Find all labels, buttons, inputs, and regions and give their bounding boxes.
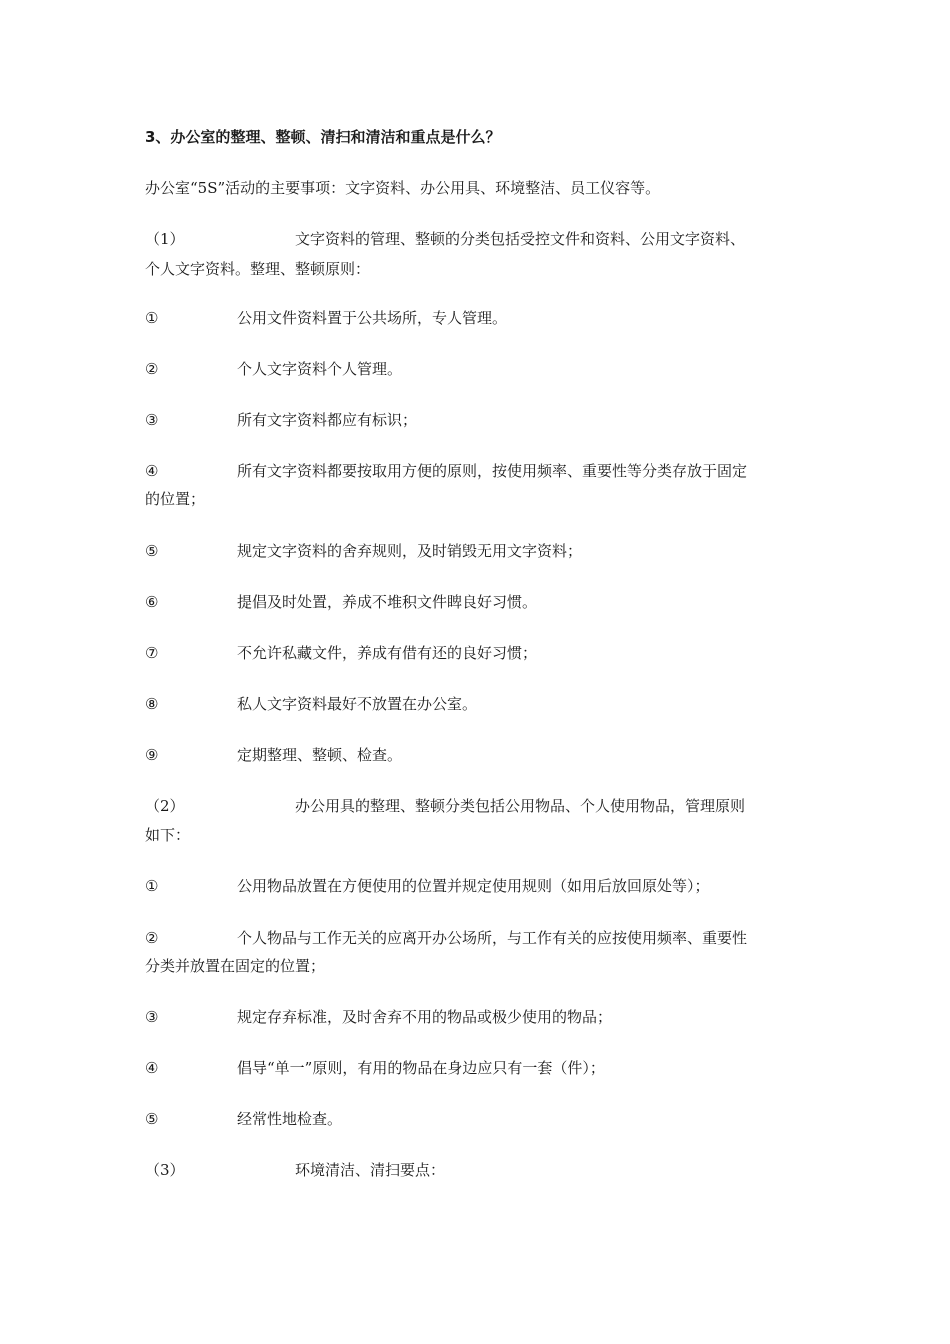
section2-text-line2: 如下： [145,826,191,844]
list-item [145,541,825,561]
item-number: ⑤ [145,1110,159,1128]
section1-heading [145,229,825,249]
list-item [145,928,825,948]
list-item [145,1007,825,1027]
item-text: 提倡及时处置，养成不堆积文件睥良好习惯。 [237,593,538,611]
section3-index: （3） [145,1161,185,1179]
item-number: ⑥ [145,593,159,611]
section3-text-line1: 环境清洁、清扫要点： [295,1161,446,1179]
list-item [145,592,825,612]
item-number: ② [145,360,159,378]
list-item [145,876,825,896]
list-item [145,694,825,714]
item-text: 规定文字资料的舍弃规则，及时销毁无用文字资料； [237,542,583,560]
item-number: ④ [145,1059,159,1077]
intro-paragraph: 办公室“5S”活动的主要事项：文字资料、办公用具、环境整洁、员工仪容等。 [145,179,661,197]
section1-index: （1） [145,230,185,248]
item-text: 私人文字资料最好不放置在办公室。 [237,695,478,713]
item-text: 所有文字资料都要按取用方便的原则，按使用频率、重要性等分类存放于固定 [237,462,748,480]
item-text-continuation: 的位置； [145,490,206,508]
item-number: ⑨ [145,746,159,764]
item-text: 个人物品与工作无关的应离开办公场所，与工作有关的应按使用频率、重要性 [237,929,748,947]
list-item [145,1058,825,1078]
item-text: 不允许私藏文件，养成有借有还的良好习惯； [237,644,538,662]
item-text: 经常性地检查。 [237,1110,343,1128]
item-number: ① [145,309,159,327]
list-item [145,1109,825,1129]
item-number: ④ [145,462,159,480]
item-text: 公用文件资料置于公共场所，专人管理。 [237,309,508,327]
section2-index: （2） [145,797,185,815]
list-item [145,745,825,765]
list-item [145,461,825,481]
list-item [145,643,825,663]
item-number: ① [145,877,159,895]
section2-text-line1: 办公用具的整理、整顿分类包括公用物品、个人使用物品，管理原则 [295,797,746,815]
item-text: 定期整理、整顿、检查。 [237,746,403,764]
item-text: 个人文字资料个人管理。 [237,360,403,378]
list-item [145,410,825,430]
item-text: 倡导“单一”原则，有用的物品在身边应只有一套（件）； [237,1059,605,1077]
item-number: ② [145,929,159,947]
item-text: 规定存弃标准，及时舍弃不用的物品或极少使用的物品； [237,1008,613,1026]
item-number: ⑤ [145,542,159,560]
item-number: ③ [145,1008,159,1026]
section2-heading [145,796,825,816]
list-item [145,308,825,328]
section1-text-line1: 文字资料的管理、整顿的分类包括受控文件和资料、公用文字资料、 [295,230,746,248]
item-text-continuation: 分类并放置在固定的位置； [145,957,326,975]
section3-heading [145,1160,825,1180]
item-number: ⑦ [145,644,159,662]
section1-text-line2: 个人文字资料。整理、整顿原则： [145,260,371,278]
list-item [145,359,825,379]
item-number: ⑧ [145,695,159,713]
item-text: 公用物品放置在方便使用的位置并规定使用规则（如用后放回原处等）； [237,877,710,895]
item-text: 所有文字资料都应有标识； [237,411,418,429]
item-number: ③ [145,411,159,429]
document-title: 3、办公室的整理、整顿、清扫和清洁和重点是什么？ [145,128,501,146]
